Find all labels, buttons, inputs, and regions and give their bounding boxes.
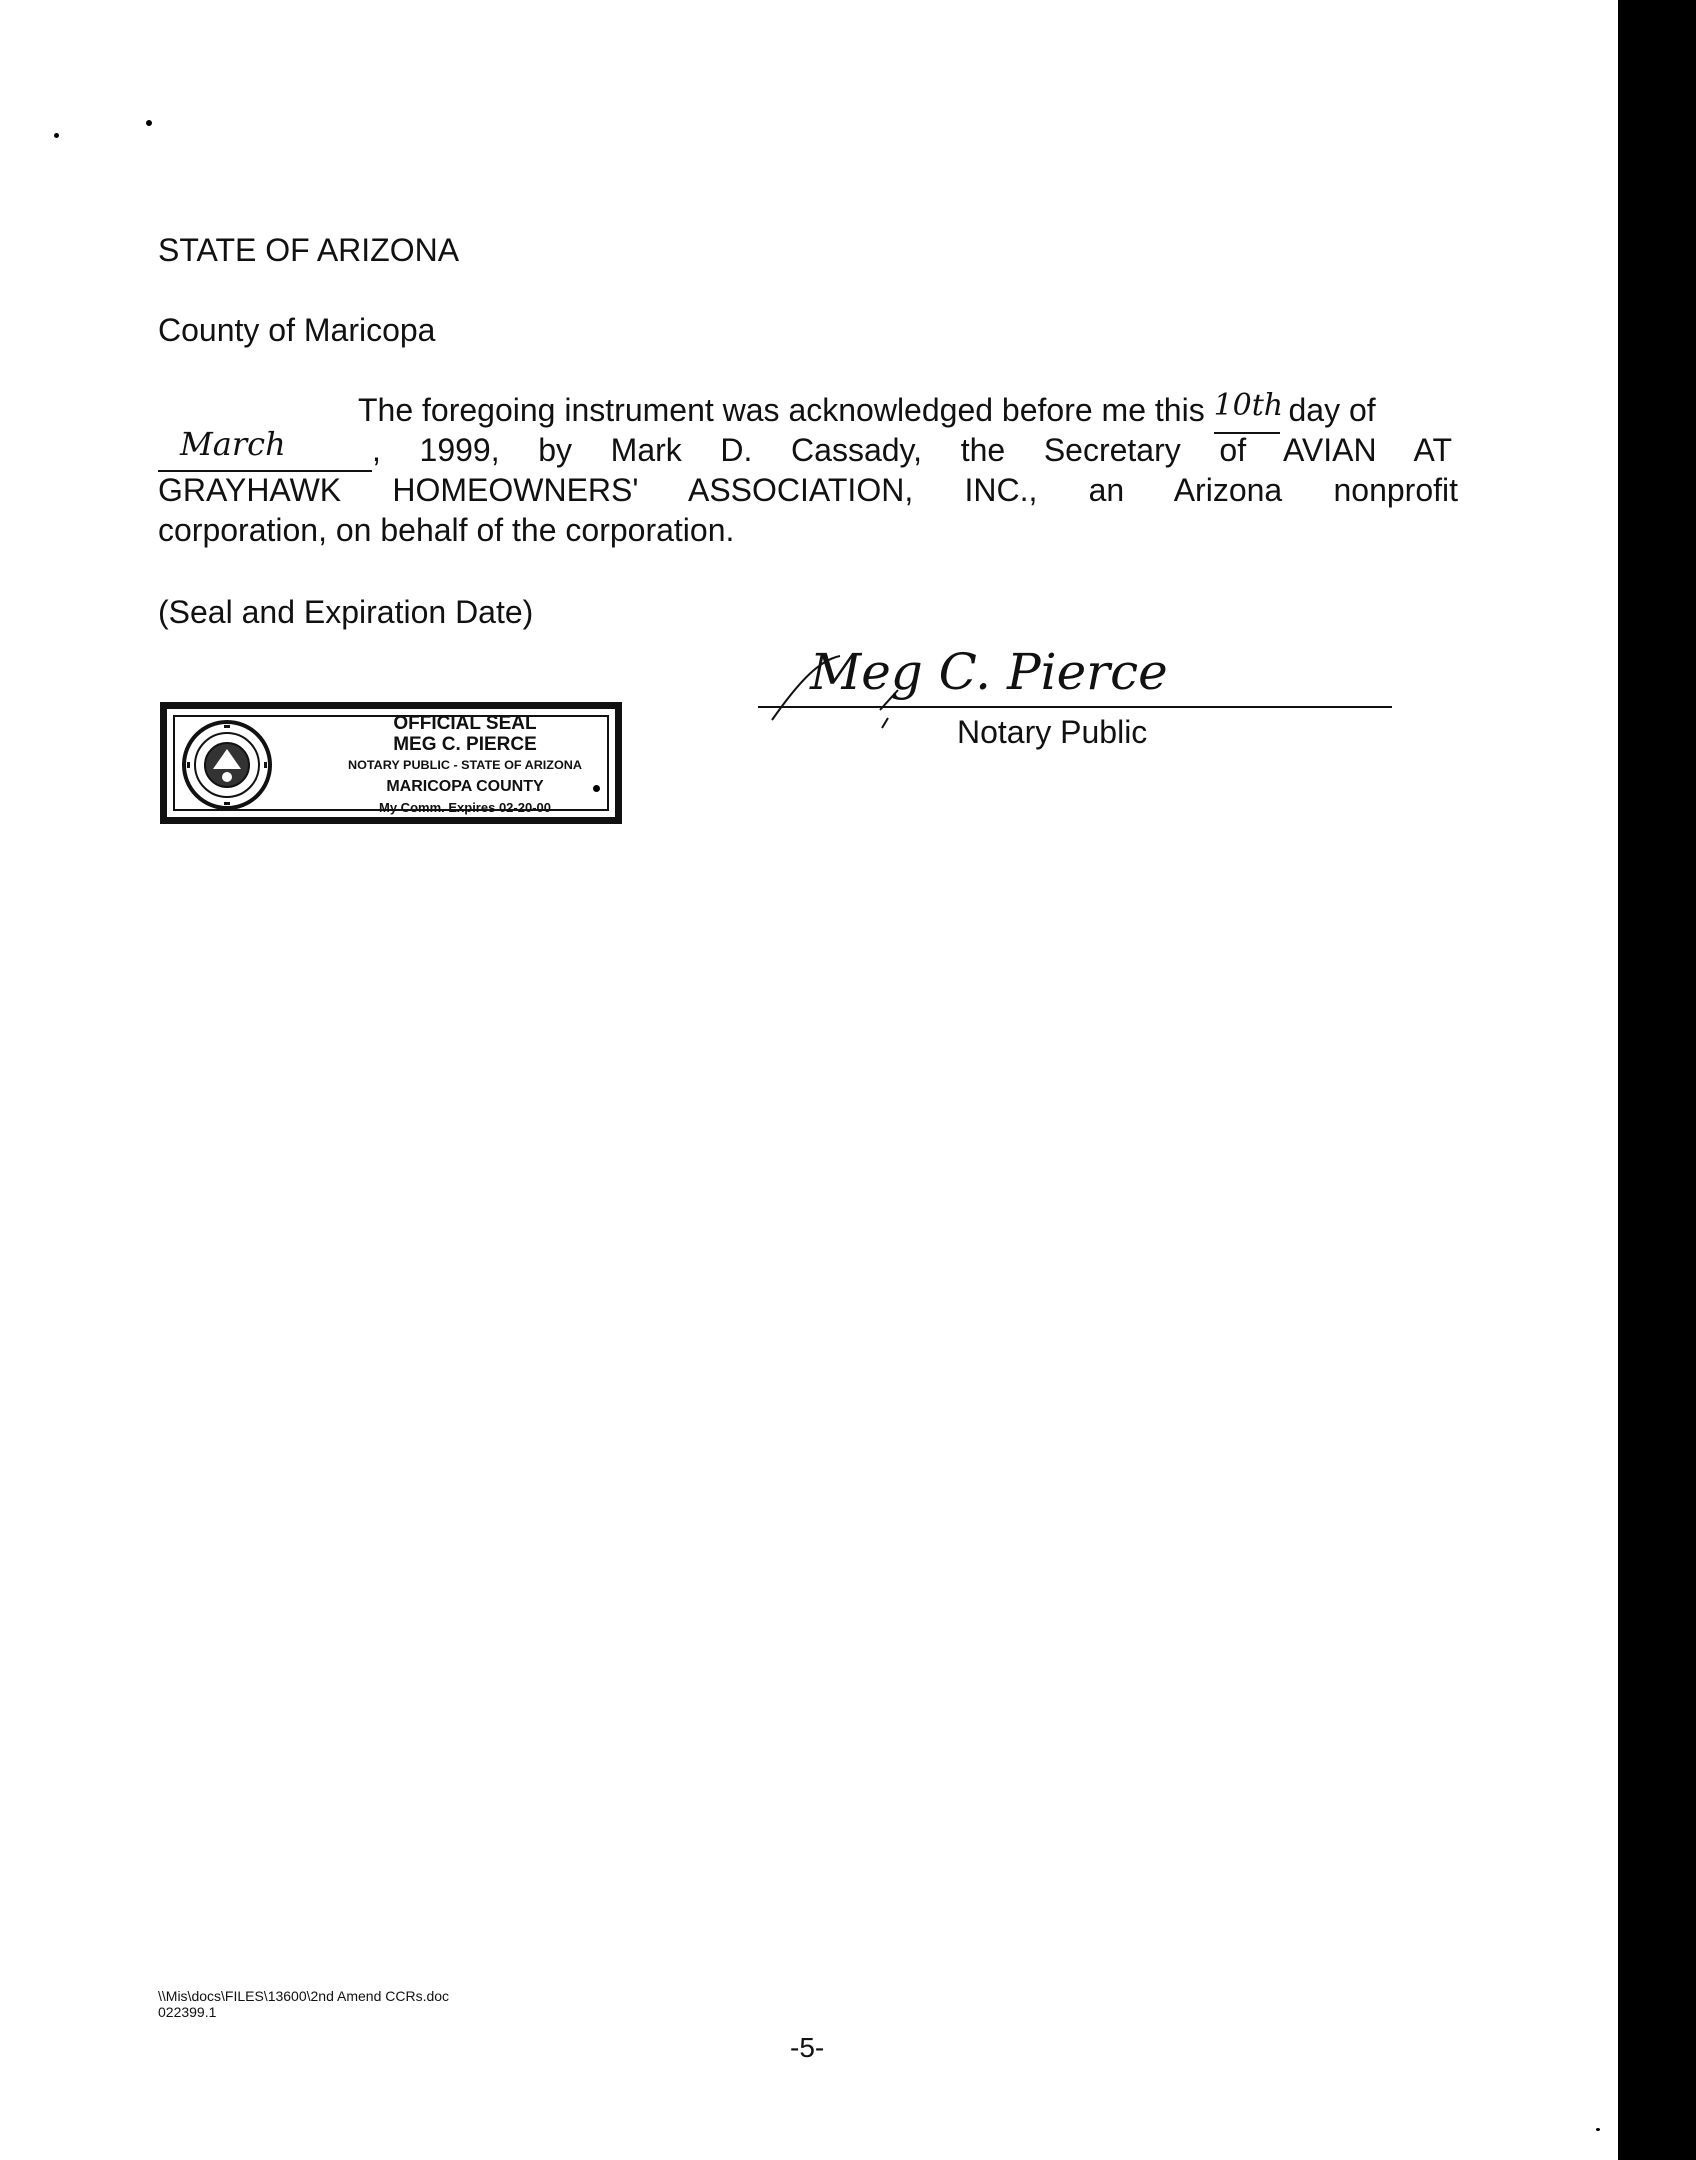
acknowledgment-line-4: corporation, on behalf of the corporation. <box>158 512 735 548</box>
notary-public-label: Notary Public <box>957 714 1148 750</box>
page-number: -5- <box>790 2032 825 2063</box>
scan-speck <box>1596 2128 1600 2131</box>
file-path: \\Mis\docs\FILES\13600\2nd Amend CCRs.doc <box>158 1988 450 2004</box>
handwritten-signature: Meg C. Pierce <box>810 643 1168 701</box>
acknowledgment-line-2 <box>158 425 1458 472</box>
acknowledgment-line-3: GRAYHAWK HOMEOWNERS' ASSOCIATION, INC., an Arizona nonprofit <box>158 472 1458 508</box>
seal-caption: (Seal and Expiration Date) <box>158 594 534 630</box>
acknowledgment-line-1 <box>358 390 1376 434</box>
seal-line: MARICOPA COUNTY <box>386 778 544 795</box>
handwritten-month: March <box>180 425 286 463</box>
seal-line: MEG C. PIERCE <box>393 734 537 755</box>
seal-line: My Comm. Expires 02-20-00 <box>379 800 551 815</box>
notary-seal-stamp <box>160 702 622 824</box>
acknowledgment-text: The foregoing instrument was acknowledged before me this <box>358 392 1205 428</box>
handwritten-day: 10th <box>1213 388 1284 423</box>
day-blank <box>1213 388 1284 434</box>
doc-code: 022399.1 <box>158 2004 217 2020</box>
seal-dot <box>593 785 600 792</box>
month-blank <box>158 425 372 472</box>
seal-line: NOTARY PUBLIC - STATE OF ARIZONA <box>347 758 583 772</box>
line-1-end-anchor <box>1280 390 1458 430</box>
state-seal-icon <box>181 719 273 811</box>
county-heading: County of Maricopa <box>158 312 436 348</box>
seal-line: OFFICIAL SEAL <box>393 713 537 734</box>
scan-edge-bar <box>1618 0 1696 2160</box>
seal-text-block <box>315 713 615 818</box>
state-heading: STATE OF ARIZONA <box>158 232 460 268</box>
acknowledgment-text: day of <box>1288 392 1376 428</box>
scan-speck <box>54 133 59 138</box>
scan-speck <box>146 120 152 126</box>
acknowledgment-text: , 1999, by Mark D. Cassady, the Secretary of AVIAN AT <box>372 432 1452 468</box>
signature-flourish <box>760 640 960 750</box>
